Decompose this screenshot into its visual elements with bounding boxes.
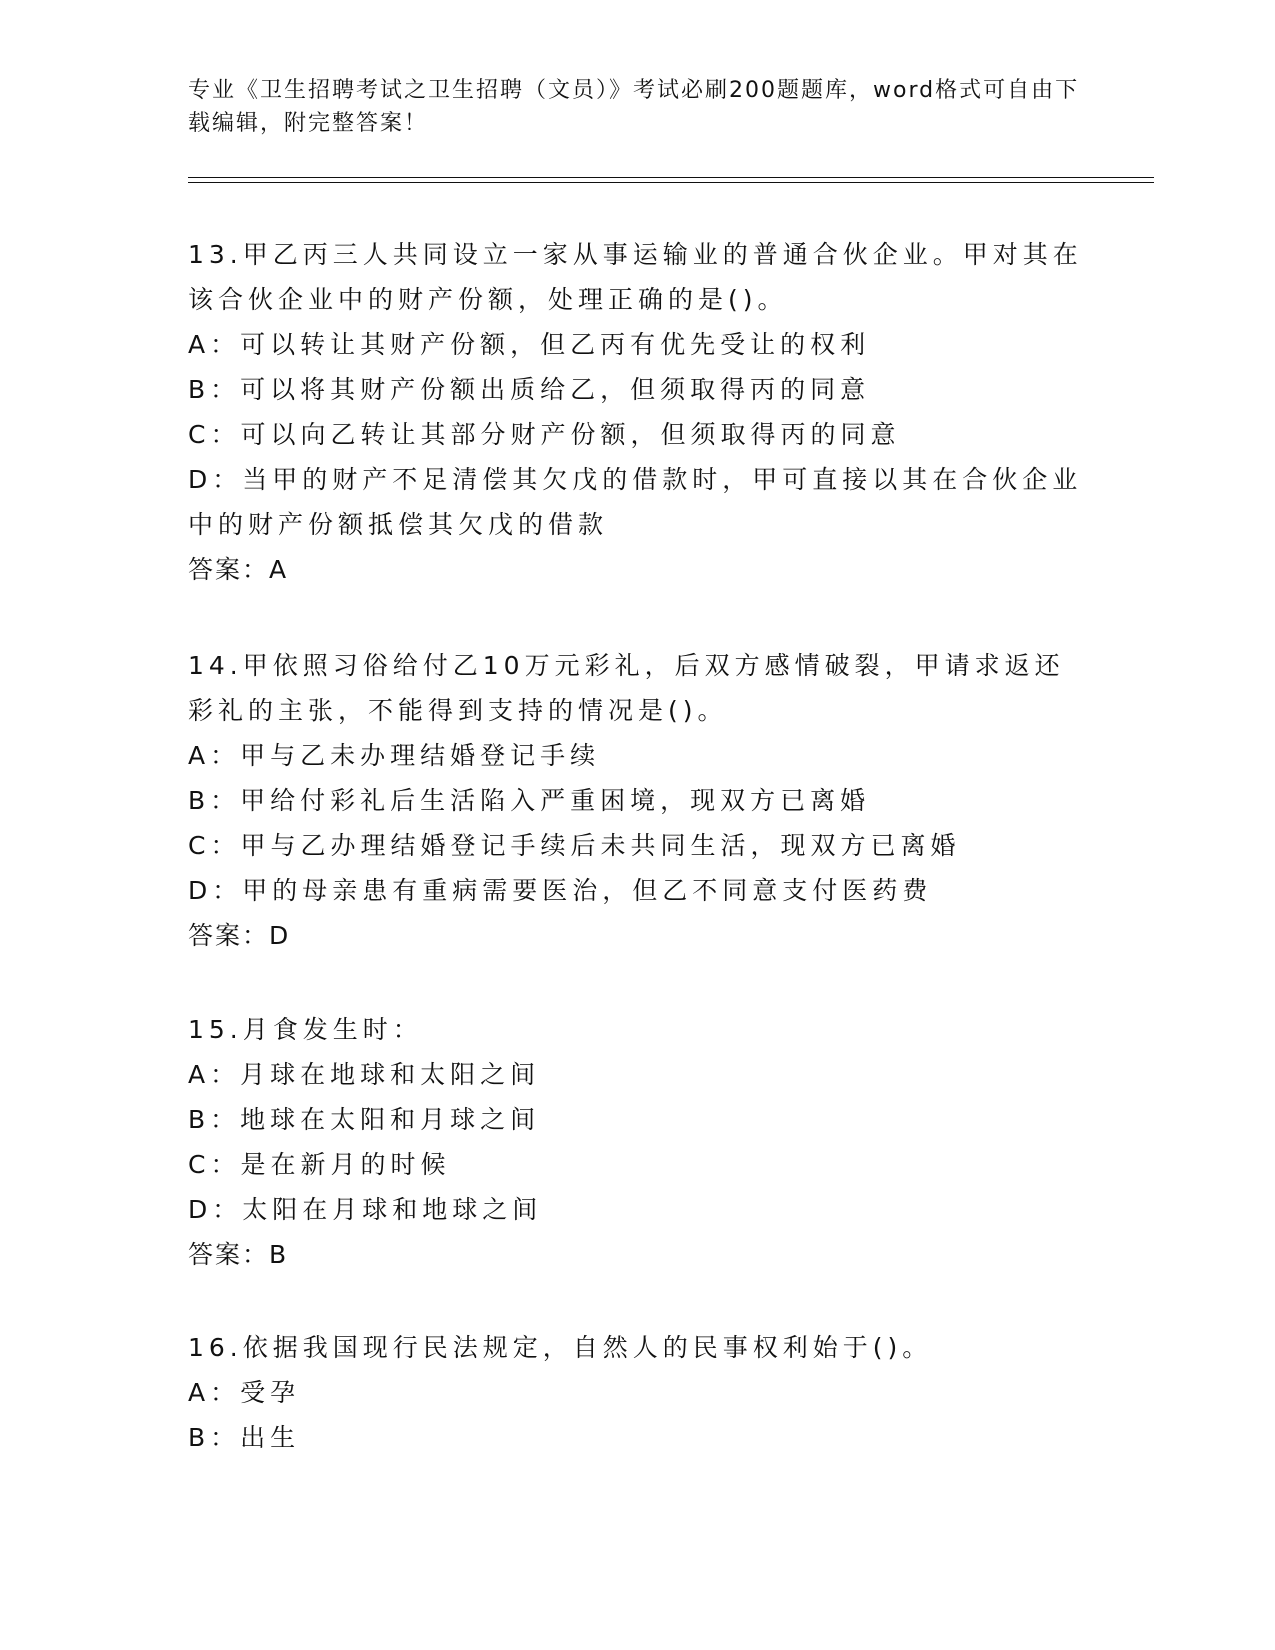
option-c: C：甲与乙办理结婚登记手续后未共同生活，现双方已离婚 — [188, 831, 961, 860]
answer: 答案：B — [188, 1240, 289, 1269]
question-stem: 13.甲乙丙三人共同设立一家从事运输业的普通合伙企业。甲对其在该合伙企业中的财产份额，处理正确的是()。 — [188, 240, 1083, 314]
option-c: C：可以向乙转让其部分财产份额，但须取得丙的同意 — [188, 420, 901, 449]
option-b: B：可以将其财产份额出质给乙，但须取得丙的同意 — [188, 375, 871, 404]
question-stem: 15.月食发生时： — [188, 1015, 423, 1044]
question-stem: 14.甲依照习俗给付乙10万元彩礼，后双方感情破裂，甲请求返还彩礼的主张，不能得到支持的情况是()。 — [188, 651, 1065, 725]
option-b: B：甲给付彩礼后生活陷入严重困境，现双方已离婚 — [188, 786, 871, 815]
option-a: A：月球在地球和太阳之间 — [188, 1060, 541, 1089]
option-b: B：地球在太阳和月球之间 — [188, 1105, 541, 1134]
question-14 — [188, 643, 1088, 958]
question-13 — [188, 232, 1088, 592]
answer: 答案：D — [188, 921, 291, 950]
question-stem: 16.依据我国现行民法规定，自然人的民事权利始于()。 — [188, 1333, 933, 1362]
option-d: D：甲的母亲患有重病需要医治，但乙不同意支付医药费 — [188, 876, 933, 905]
answer: 答案：A — [188, 555, 289, 584]
option-d: D：当甲的财产不足清偿其欠戊的借款时，甲可直接以其在合伙企业中的财产份额抵偿其欠戊的借款 — [188, 465, 1083, 539]
question-15 — [188, 1007, 1088, 1277]
option-c: C：是在新月的时候 — [188, 1150, 451, 1179]
question-16 — [188, 1325, 1088, 1460]
option-b: B：出生 — [188, 1423, 301, 1452]
option-d: D：太阳在月球和地球之间 — [188, 1195, 543, 1224]
option-a: A：受孕 — [188, 1378, 301, 1407]
document-header: 专业《卫生招聘考试之卫生招聘（文员）》考试必刷200题题库，word格式可自由下载编辑，附完整答案！ — [188, 78, 1080, 136]
header-divider-bottom — [188, 182, 1154, 183]
header-divider-top — [188, 177, 1154, 178]
option-a: A：甲与乙未办理结婚登记手续 — [188, 741, 601, 770]
option-a: A：可以转让其财产份额，但乙丙有优先受让的权利 — [188, 330, 871, 359]
